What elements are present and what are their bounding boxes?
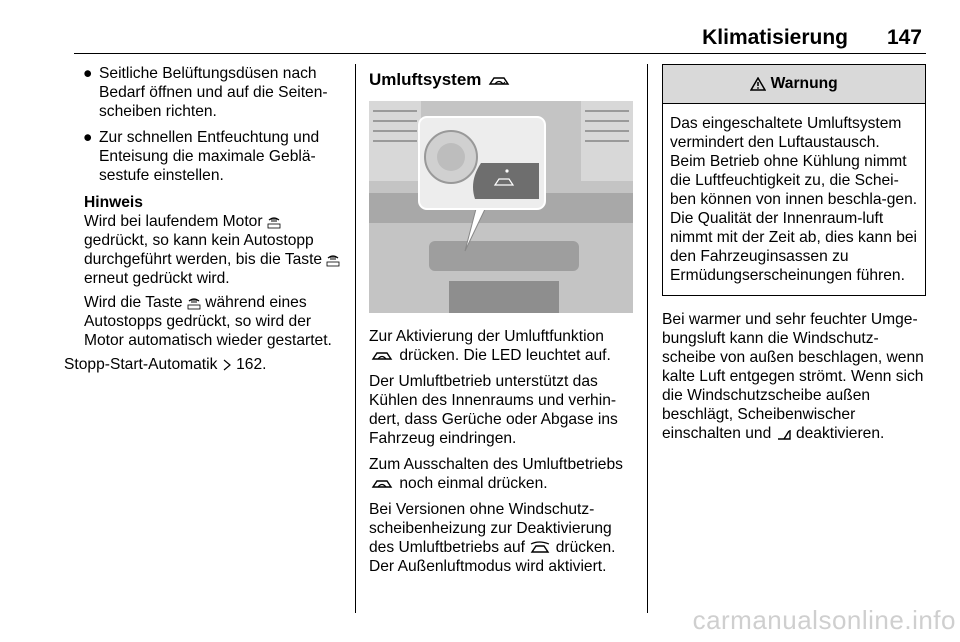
warning-box bbox=[662, 64, 926, 296]
paragraph: Bei Versionen ohne Windschutz-scheibenheizung zur Deaktivierung des Umluftbetriebs auf drücken. Der Außenluftmodus wird aktiviert. bbox=[369, 501, 616, 575]
cross-reference-arrow-icon bbox=[222, 359, 232, 371]
chapter-title: Klimatisierung bbox=[702, 26, 848, 49]
air-recirculation-icon bbox=[369, 350, 395, 362]
bullet-dot: ● bbox=[83, 129, 93, 146]
list-item-text: Zur schnellen Entfeuchtung und Enteisung die maximale Geblä-sestufe einstellen. bbox=[99, 129, 320, 184]
column-middle bbox=[369, 64, 633, 583]
warning-triangle-icon bbox=[750, 77, 766, 91]
dashboard-illustration bbox=[369, 101, 633, 313]
column-left bbox=[64, 64, 348, 381]
warning-heading: Warnung bbox=[663, 65, 925, 104]
bullet-dot: ● bbox=[83, 65, 93, 82]
column-divider bbox=[355, 64, 356, 613]
cross-reference[interactable]: Stopp-Start-Automatik 162. bbox=[64, 356, 267, 373]
column-divider bbox=[647, 64, 648, 613]
list-item bbox=[76, 64, 348, 121]
page-header bbox=[74, 22, 926, 52]
windscreen-wiper-icon bbox=[776, 427, 792, 441]
warning-text: Das eingeschaltete Umluftsystem vermindert den Luftaustausch. Beim Betrieb ohne Kühlung nimmt die Luftfeuchtigkeit zu, die Schei-ben können von innen beschla-gen. Die Qualität der Innenraum-luft nimmt mit der Zeit ab, dies kann bei den Fahrzeuginsassen zu Ermüdungserscheinungen führen. bbox=[670, 115, 918, 284]
note-heading: Hinweis bbox=[84, 194, 143, 211]
list-item bbox=[76, 128, 348, 185]
paragraph: Zum Ausschalten des Umluftbetriebs noch einmal drücken. bbox=[369, 456, 623, 492]
front-defrost-icon bbox=[267, 215, 281, 229]
recirculation-button-photo bbox=[369, 101, 633, 313]
note-block bbox=[76, 193, 348, 350]
header-rule bbox=[74, 53, 926, 54]
page-number: 147 bbox=[886, 26, 922, 49]
note-paragraph: Wird bei laufendem Motor gedrückt, so kann kein Autostopp durchgeführt werden, bis die Taste erneut gedrückt wird. bbox=[84, 212, 348, 288]
front-defrost-icon bbox=[326, 253, 340, 267]
air-recirculation-icon bbox=[486, 75, 512, 87]
front-defrost-icon bbox=[187, 296, 201, 310]
column-right bbox=[662, 64, 926, 450]
watermark: carmanualsonline.info bbox=[692, 605, 956, 635]
outside-air-icon bbox=[529, 541, 551, 555]
note-paragraph: Wird die Taste während eines Autostopps gedrückt, so wird der Motor automatisch wieder gestartet. bbox=[84, 294, 332, 349]
air-recirculation-icon bbox=[369, 478, 395, 490]
paragraph: Bei warmer und sehr feuchter Umge-bungsluft kann die Windschutz-scheibe von außen beschlagen, wenn kalte Luft entgegen strömt. Wenn sich die Windschutzscheibe außen beschlägt, Scheibenwischer einschalten und deaktivieren. bbox=[662, 311, 924, 442]
section-heading: Umluftsystem bbox=[369, 70, 633, 89]
list-item-text: Seitliche Belüftungsdüsen nach Bedarf öffnen und auf die Seiten-scheiben richten. bbox=[99, 65, 328, 120]
paragraph: Zur Aktivierung der Umluftfunktion drücken. Die LED leuchtet auf. bbox=[369, 328, 611, 364]
paragraph: Der Umluftbetrieb unterstützt das Kühlen des Innenraums und verhin-dert, dass Gerüche oder Abgase ins Fahrzeug eindringen. bbox=[369, 373, 618, 447]
